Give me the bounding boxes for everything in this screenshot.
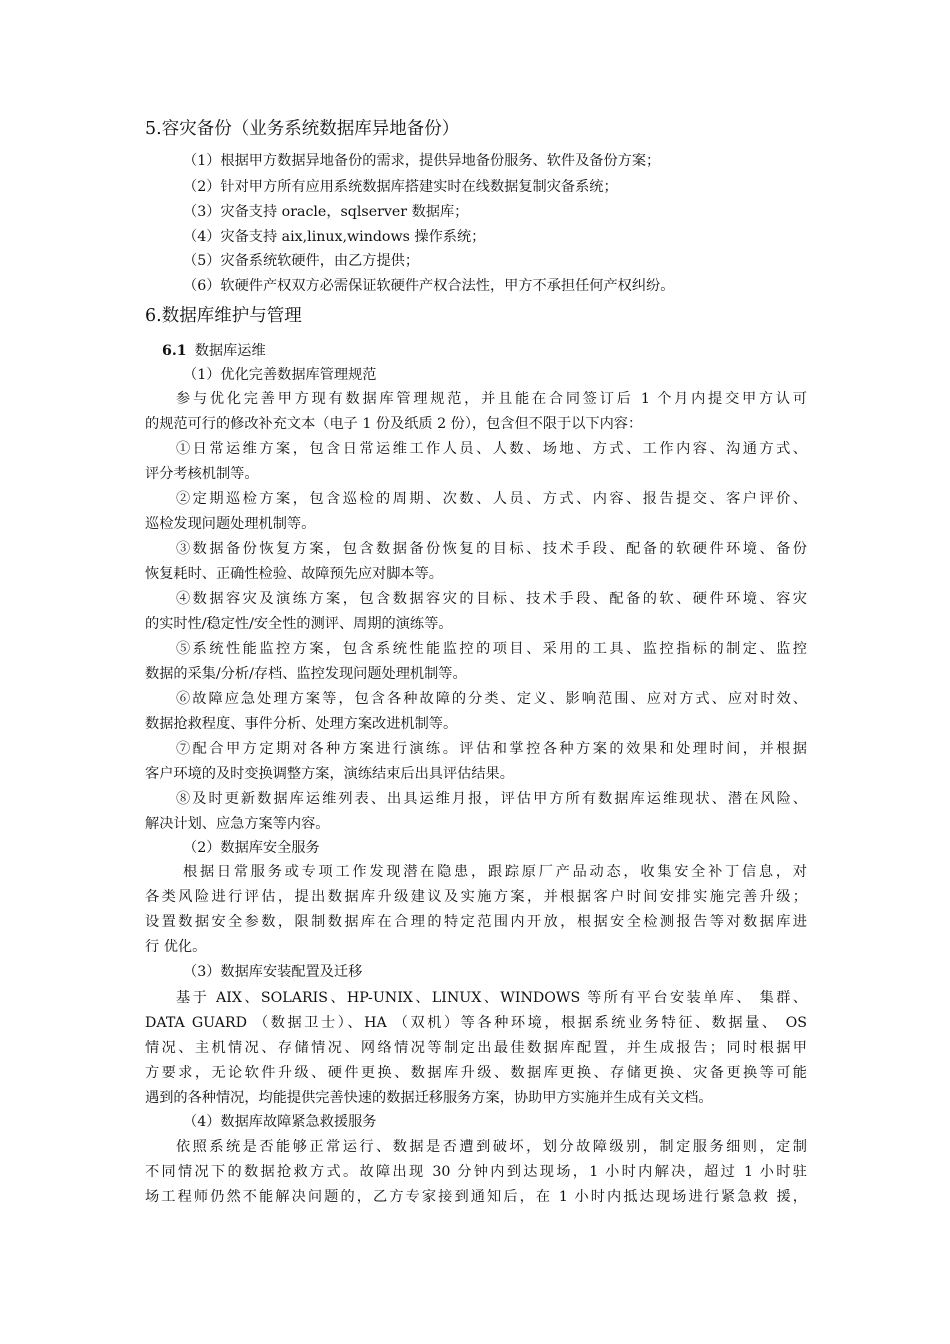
paragraph-line: 设置数据安全参数，限制数据库在合理的特定范围内开放，根据安全检测报告等对数据库进 (145, 914, 807, 930)
paragraph-line: 的规范可行的修改补充文本（电子 1 份及纸质 2 份），包含但不限于以下内容： (145, 416, 643, 432)
paragraph-line: 遇到的各种情况，均能提供完善快速的数据迁移服务方案，协助甲方实施并生成有关文档。 (145, 1090, 713, 1106)
paragraph-line: 基于 AIX、SOLARIS、HP-UNIX、LINUX、WINDOWS 等所有平台安装单库、 集群、 (176, 990, 807, 1006)
paragraph-line: ⑤系统性能监控方案，包含系统性能监控的项目、采用的工具、监控指标的制定、监控 (176, 641, 807, 657)
list-item: （3）灾备支持 oracle，sqlserver 数据库； (183, 204, 469, 220)
paragraph-heading: （4）数据库故障紧急救援服务 (183, 1114, 377, 1130)
subsection-label: 数据库运维 (194, 343, 266, 359)
paragraph-line: ②定期巡检方案，包含巡检的周期、次数、人员、方式、内容、报告提交、客户评价、 (176, 491, 807, 507)
paragraph-line: 依照系统是否能够正常运行、数据是否遭到破坏，划分故障级别，制定服务细则，定制 (176, 1139, 807, 1155)
subsection-number: 6.1 (162, 343, 187, 359)
paragraph-line: 数据抢救程度、事件分析、处理方案改进机制等。 (145, 716, 458, 732)
list-item: （4）灾备支持 aix,linux,windows 操作系统； (183, 229, 486, 245)
paragraph-line: 恢复耗时、正确性检验、故障预先应对脚本等。 (145, 566, 443, 582)
paragraph-line: ③数据备份恢复方案，包含数据备份恢复的目标、技术手段、配备的软硬件环境、备份 (176, 541, 807, 557)
paragraph-line: 客户环境的及时变换调整方案，演练结束后出具评估结果。 (145, 766, 514, 782)
paragraph-line: 不同情况下的数据抢救方式。故障出现 30 分钟内到达现场，1 小时内解决，超过 1 小时驻 (145, 1164, 807, 1180)
paragraph-line: 情况、主机情况、存储情况、网络情况等制定出最佳数据库配置，并生成报告；同时根据甲 (145, 1040, 807, 1056)
list-item: （2）针对甲方所有应用系统数据库搭建实时在线数据复制灾备系统； (183, 179, 618, 195)
paragraph-line: ⑦配合甲方定期对各种方案进行演练。评估和掌控各种方案的效果和处理时间，并根据 (176, 741, 807, 757)
section-6-title: 6.数据库维护与管理 (145, 306, 302, 326)
paragraph-line: 的实时性/稳定性/安全性的测评、周期的演练等。 (145, 616, 453, 632)
list-item: （5）灾备系统软硬件，由乙方提供； (183, 253, 420, 269)
paragraph-line: ⑥故障应急处理方案等，包含各种故障的分类、定义、影响范围、应对方式、应对时效、 (176, 691, 807, 707)
list-item: （6）软硬件产权双方必需保证软硬件产权合法性，甲方不承担任何产权纠纷。 (183, 278, 675, 294)
paragraph-line: 各类风险进行评估，提出数据库升级建议及实施方案，并根据客户时间安排实施完善升级； (145, 889, 807, 905)
paragraph-line: 场工程师仍然不能解决问题的，乙方专家接到通知后，在 1 小时内抵达现场进行紧急救 援， (145, 1189, 807, 1205)
paragraph-heading: （1）优化完善数据库管理规范 (183, 367, 377, 383)
paragraph-line: 巡检发现问题处理机制等。 (145, 516, 316, 532)
paragraph-line: ①日常运维方案，包含日常运维工作人员、人数、场地、方式、工作内容、沟通方式、 (176, 441, 807, 457)
paragraph-line: 行 优化。 (145, 939, 207, 955)
paragraph-line: ④数据容灾及演练方案，包含数据容灾的目标、技术手段、配备的软、硬件环境、容灾 (176, 591, 807, 607)
list-item: （1）根据甲方数据异地备份的需求，提供异地备份服务、软件及备份方案； (183, 153, 661, 169)
paragraph-line: 数据的采集/分析/存档、监控发现问题处理机制等。 (145, 666, 467, 682)
paragraph-heading: （2）数据库安全服务 (183, 840, 320, 856)
paragraph-line: 评分考核机制等。 (145, 466, 259, 482)
paragraph-line: ⑧及时更新数据库运维列表、出具运维月报，评估甲方所有数据库运维现状、潜在风险、 (176, 791, 807, 807)
paragraph-line: 根据日常服务或专项工作发现潜在隐患，跟踪原厂产品动态，收集安全补丁信息，对 (183, 864, 807, 880)
section-5-title: 5.容灾备份（业务系统数据库异地备份） (145, 119, 460, 139)
paragraph-line: 解决计划、应急方案等内容。 (145, 816, 330, 832)
paragraph-line: DATA GUARD （数据卫士）、HA （双机）等各种环境，根据系统业务特征、数据量、 OS (145, 1015, 807, 1031)
paragraph-line: 方要求，无论软件升级、硬件更换、数据库升级、数据库更换、存储更换、灾备更换等可能 (145, 1065, 807, 1081)
paragraph-heading: （3）数据库安装配置及迁移 (183, 964, 363, 980)
paragraph-line: 参与优化完善甲方现有数据库管理规范，并且能在合同签订后 1 个月内提交甲方认可 (176, 391, 807, 407)
subsection-6-1-heading (162, 341, 266, 361)
